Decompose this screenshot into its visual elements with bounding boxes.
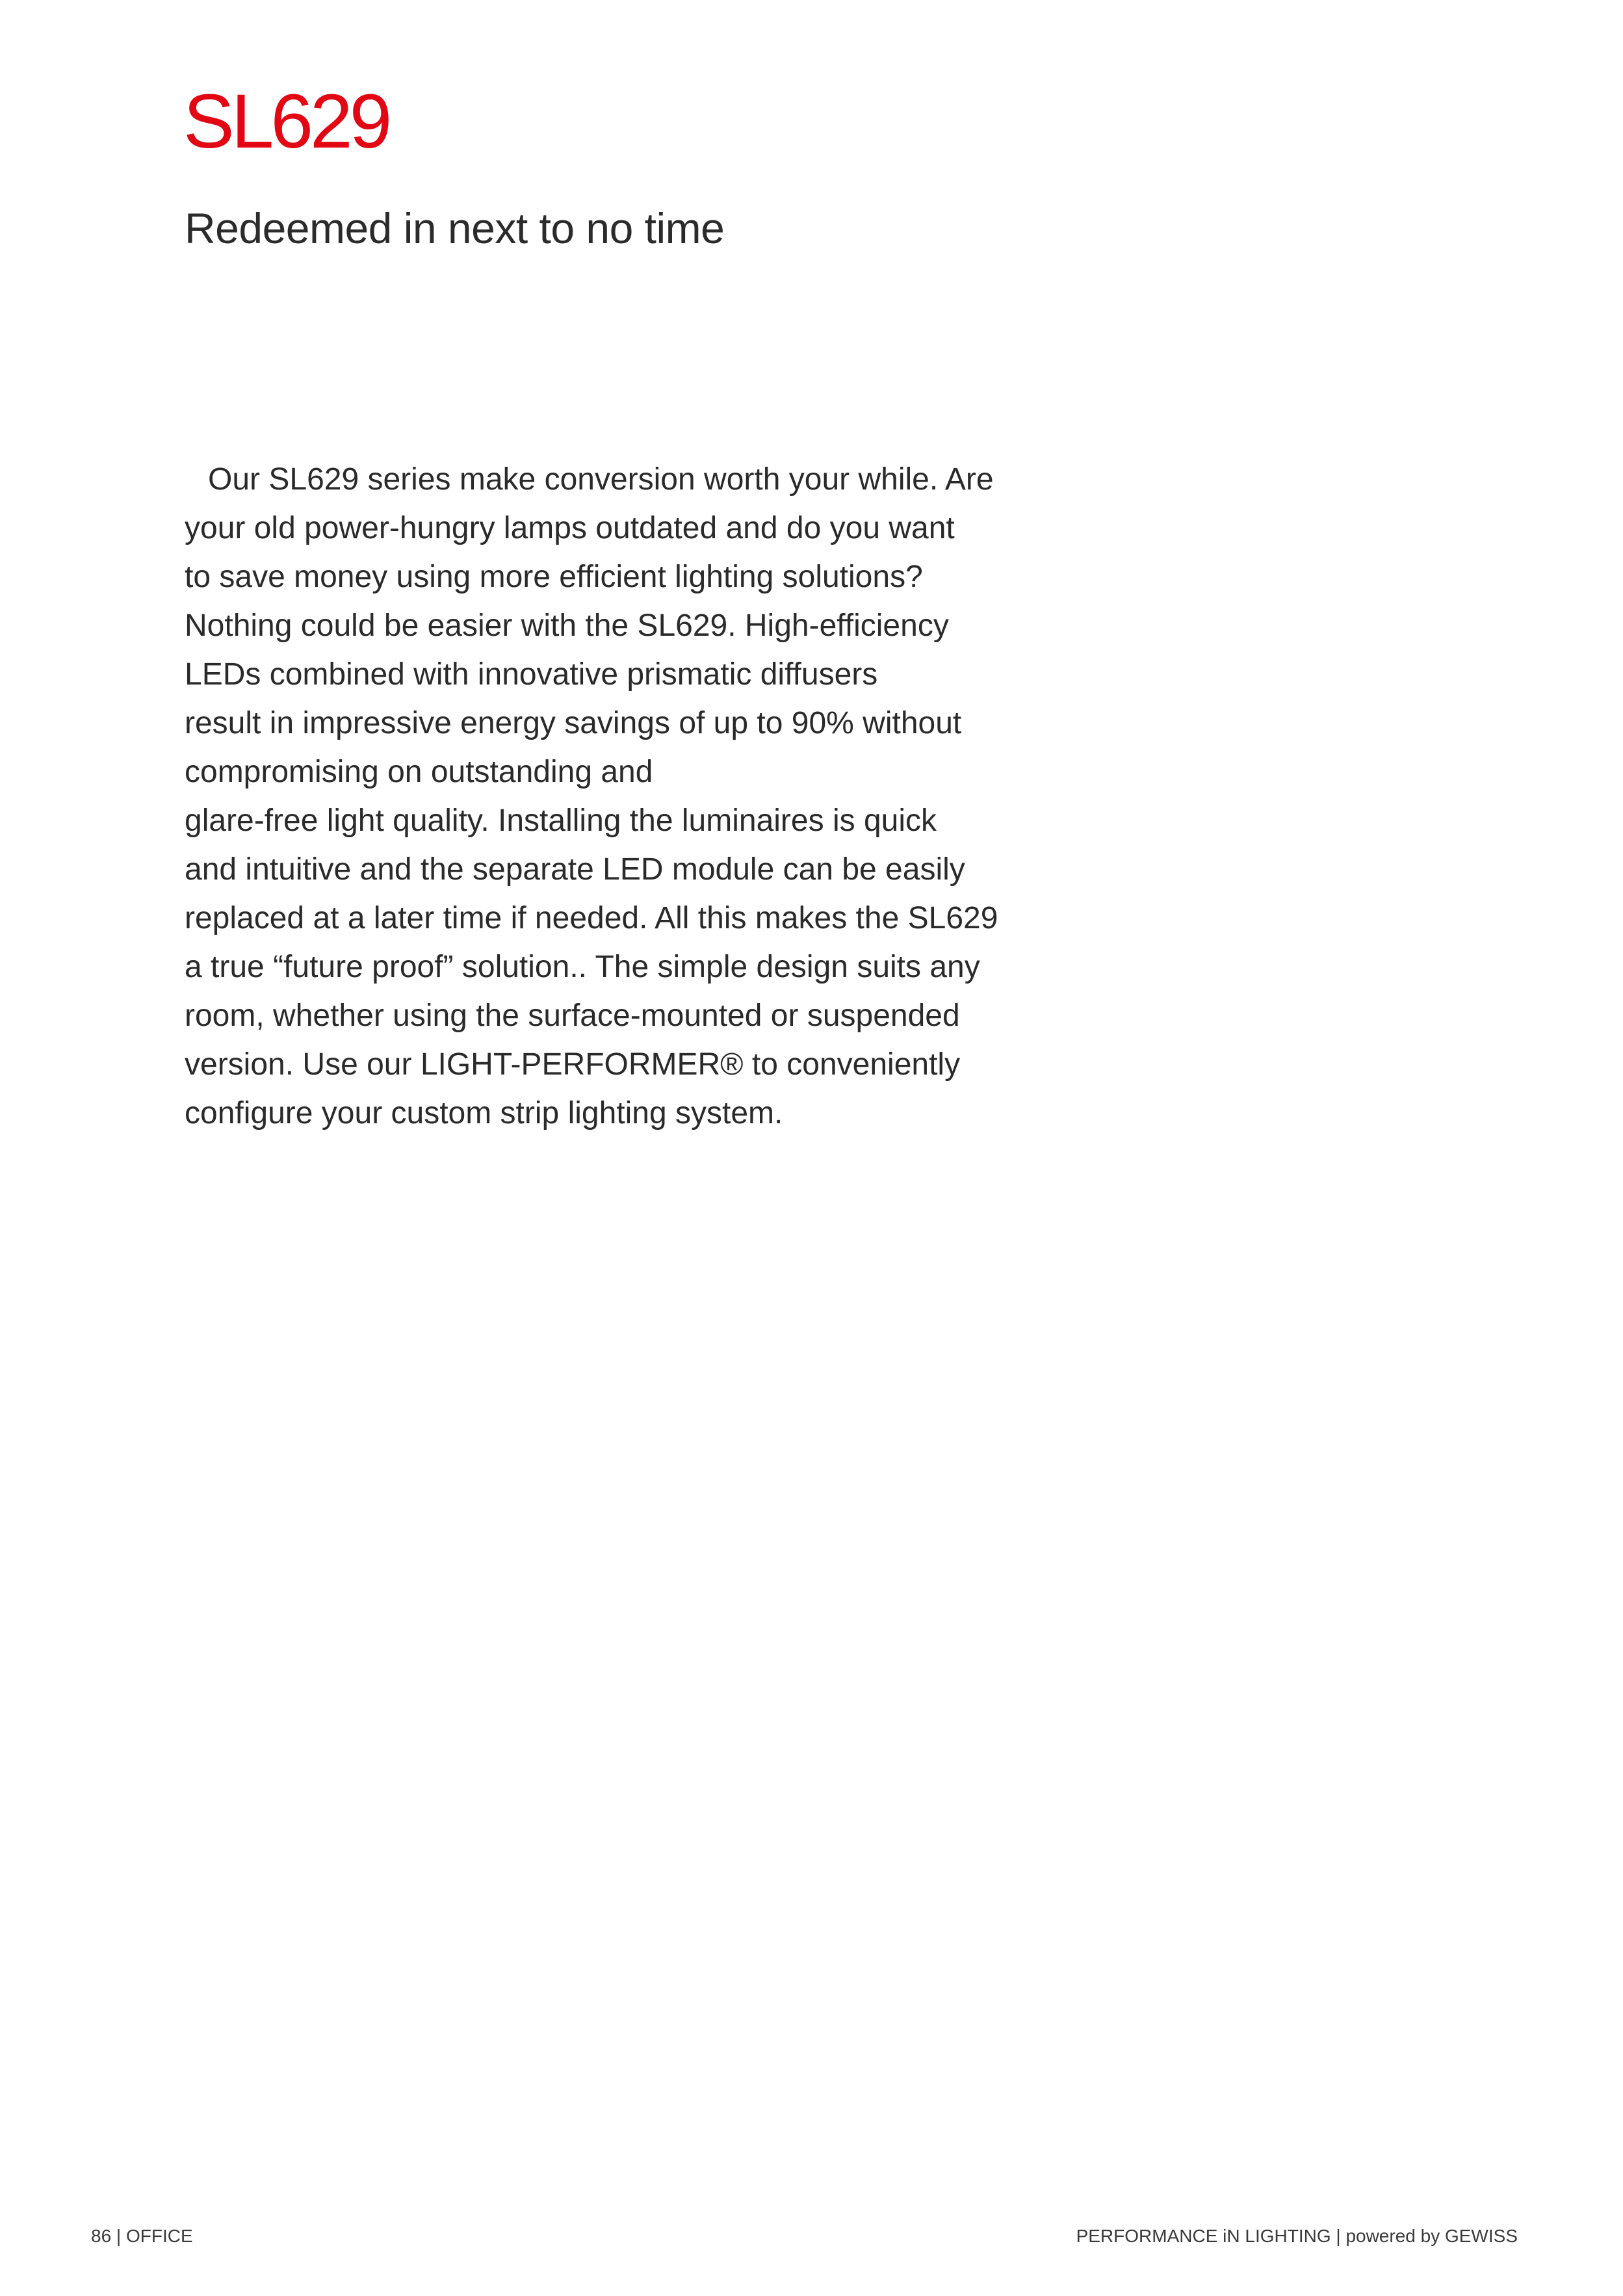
body-line: result in impressive energy savings of up to 90% without [185, 706, 962, 740]
footer-page-section: 86 | OFFICE [91, 2226, 193, 2246]
body-line: compromising on outstanding and [185, 755, 653, 789]
body-line: your old power-hungry lamps outdated and do you want [185, 511, 955, 545]
body-line: LEDs combined with innovative prismatic diffusers [185, 657, 878, 692]
body-line: replaced at a later time if needed. All this makes the SL629 [185, 901, 998, 935]
body-line: a true “future proof” solution.. The simple design suits any [185, 950, 980, 984]
product-title: SL629 [183, 79, 389, 164]
body-line: configure your custom strip lighting system. [185, 1096, 783, 1130]
product-subtitle: Redeemed in next to no time [185, 204, 725, 252]
footer-brand-tagline: PERFORMANCE iN LIGHTING | powered by GEWISS [1076, 2226, 1518, 2246]
body-line: Nothing could be easier with the SL629. High-efficiency [185, 608, 949, 643]
body-line: Our SL629 series make conversion worth your while. Are [208, 462, 994, 497]
body-line: to save money using more efficient lighting solutions? [185, 560, 923, 594]
body-line: version. Use our LIGHT-PERFORMER® to conveniently [185, 1047, 961, 1082]
body-line: and intuitive and the separate LED module can be easily [185, 852, 965, 887]
body-line: room, whether using the surface-mounted or suspended [185, 998, 960, 1033]
body-line: glare-free light quality. Installing the luminaires is quick [185, 803, 937, 838]
body-paragraph [185, 455, 1095, 1138]
